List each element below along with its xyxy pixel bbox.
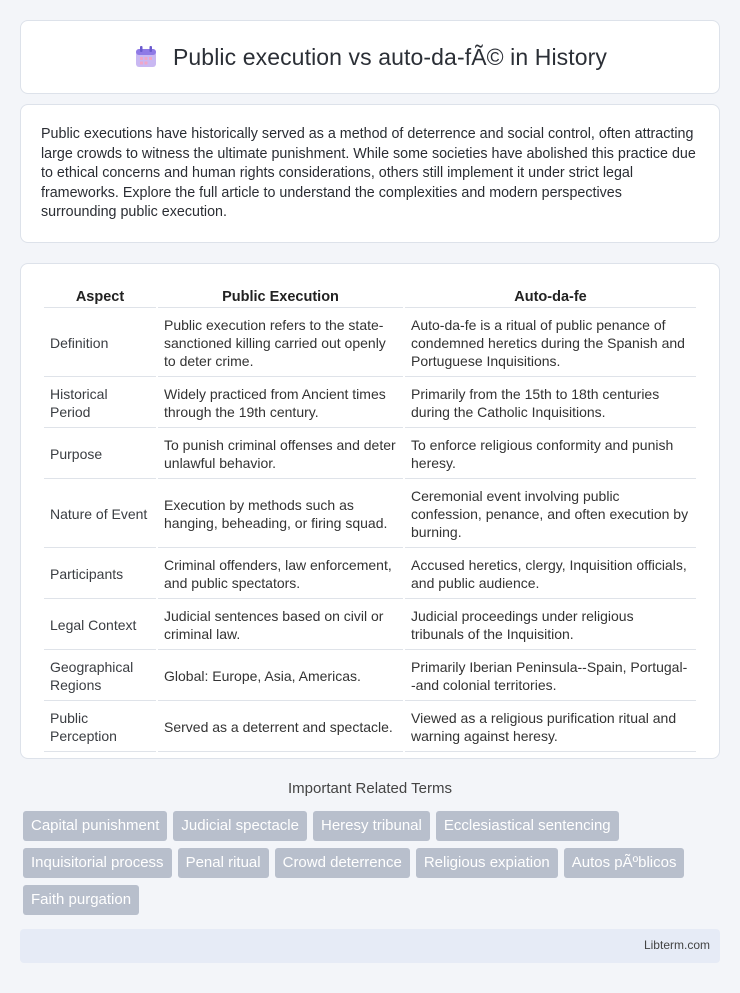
aspect-cell: Purpose	[44, 430, 156, 479]
page-title: Public execution vs auto-da-fÃ© in History	[172, 43, 608, 70]
footer-site-link[interactable]: Libterm.com	[643, 938, 710, 952]
auto-da-fe-cell: To enforce religious conformity and punish heresy.	[405, 430, 696, 479]
table-row	[44, 430, 696, 479]
related-term-tag[interactable]: Faith purgation	[23, 885, 139, 915]
public-execution-cell: Criminal offenders, law enforcement, and public spectators.	[158, 550, 403, 599]
table-row	[44, 550, 696, 599]
comparison-table	[42, 284, 698, 754]
related-term-tag[interactable]: Autos pÃºblicos	[564, 848, 685, 878]
auto-da-fe-cell: Primarily from the 15th to 18th centuries during the Catholic Inquisitions.	[405, 379, 696, 428]
public-execution-cell: Execution by methods such as hanging, beheading, or firing squad.	[158, 481, 403, 548]
intro-card	[20, 104, 720, 243]
table-row	[44, 379, 696, 428]
aspect-cell: Geographical Regions	[44, 652, 156, 701]
intro-text: Public executions have historically served as a method of deterrence and social control, often attracting large crowds to witness the ultimate punishment. While some societies have abolished this practice due to ethical concerns and human rights considerations, others still implement it under strict legal frameworks. Explore the full article to understand the complexities and modern perspectives surrounding public execution.	[41, 126, 696, 220]
auto-da-fe-cell: Judicial proceedings under religious tribunals of the Inquisition.	[405, 601, 696, 650]
related-term-tag[interactable]: Capital punishment	[23, 811, 167, 841]
auto-da-fe-cell: Accused heretics, clergy, Inquisition officials, and public audience.	[405, 550, 696, 599]
table-header-row	[44, 286, 696, 308]
related-term-tag[interactable]: Ecclesiastical sentencing	[436, 811, 619, 841]
public-execution-cell: Judicial sentences based on civil or criminal law.	[158, 601, 403, 650]
public-execution-cell: Public execution refers to the state-sanctioned killing carried out openly to deter crime.	[158, 310, 403, 377]
table-row	[44, 652, 696, 701]
aspect-cell: Legal Context	[44, 601, 156, 650]
related-term-tag[interactable]: Penal ritual	[178, 848, 269, 878]
column-header-auto-da-fe: Auto-da-fe	[405, 286, 696, 308]
related-terms-list	[23, 811, 723, 915]
auto-da-fe-cell: Ceremonial event involving public confession, penance, and often execution by burning.	[405, 481, 696, 548]
public-execution-cell: To punish criminal offenses and deter unlawful behavior.	[158, 430, 403, 479]
auto-da-fe-cell: Auto-da-fe is a ritual of public penance of condemned heretics during the Spanish and Portuguese Inquisitions.	[405, 310, 696, 377]
header	[133, 44, 607, 71]
header-card	[20, 20, 720, 94]
table-row	[44, 481, 696, 548]
aspect-cell: Participants	[44, 550, 156, 599]
table-row	[44, 703, 696, 752]
related-term-tag[interactable]: Religious expiation	[416, 848, 558, 878]
aspect-cell: Nature of Event	[44, 481, 156, 548]
public-execution-cell: Global: Europe, Asia, Americas.	[158, 652, 403, 701]
public-execution-cell: Widely practiced from Ancient times through the 19th century.	[158, 379, 403, 428]
column-header-public-execution: Public Execution	[158, 286, 403, 308]
calendar-icon	[133, 44, 159, 70]
footer	[20, 929, 720, 963]
related-terms-title: Important Related Terms	[288, 780, 452, 797]
related-term-tag[interactable]: Judicial spectacle	[173, 811, 307, 841]
related-term-tag[interactable]: Crowd deterrence	[275, 848, 410, 878]
public-execution-cell: Served as a deterrent and spectacle.	[158, 703, 403, 752]
aspect-cell: Public Perception	[44, 703, 156, 752]
related-term-tag[interactable]: Heresy tribunal	[313, 811, 430, 841]
related-term-tag[interactable]: Inquisitorial process	[23, 848, 172, 878]
table-row	[44, 310, 696, 377]
table-row	[44, 601, 696, 650]
column-header-aspect: Aspect	[44, 286, 156, 308]
comparison-table-card	[20, 263, 720, 759]
aspect-cell: Historical Period	[44, 379, 156, 428]
auto-da-fe-cell: Viewed as a religious purification ritual and warning against heresy.	[405, 703, 696, 752]
aspect-cell: Definition	[44, 310, 156, 377]
auto-da-fe-cell: Primarily Iberian Peninsula--Spain, Portugal--and colonial territories.	[405, 652, 696, 701]
